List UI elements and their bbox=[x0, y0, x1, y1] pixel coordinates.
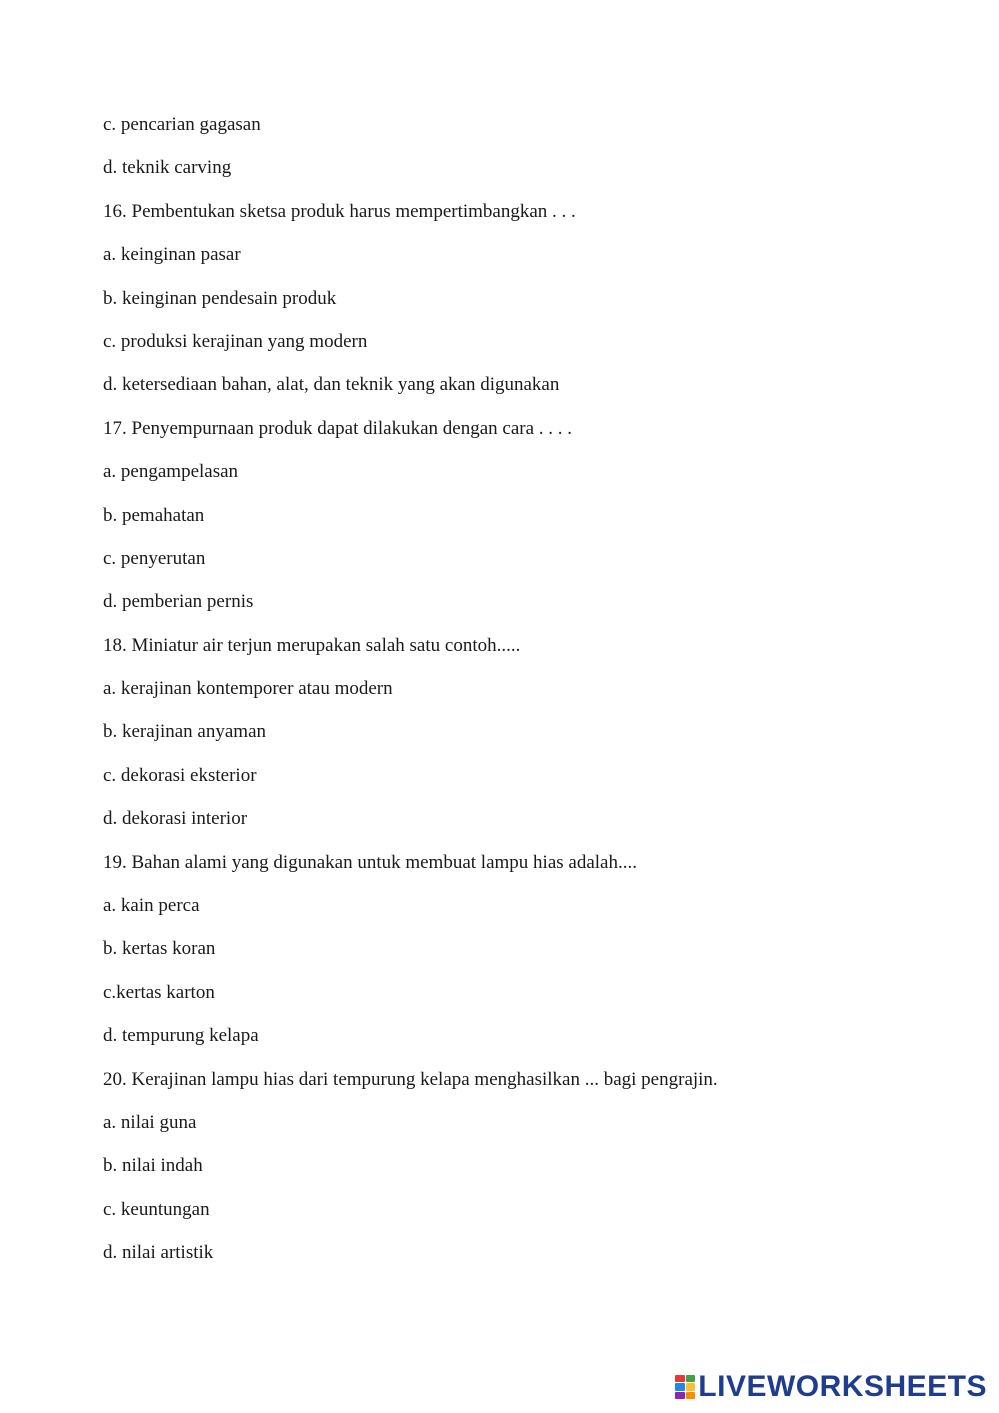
option-d-q15: d. teknik carving bbox=[103, 157, 232, 179]
option-a-q17: a. pengampelasan bbox=[103, 461, 239, 483]
logo-cell bbox=[675, 1383, 685, 1390]
question-19: 19. Bahan alami yang digunakan untuk membuat lampu hias adalah.... bbox=[103, 851, 637, 873]
brand-text: LIVEWORKSHEETS bbox=[698, 1370, 987, 1403]
option-a-q18: a. kerajinan kontemporer atau modern bbox=[103, 678, 393, 700]
option-c-q20: c. keuntungan bbox=[103, 1198, 210, 1220]
option-d-q18: d. dekorasi interior bbox=[103, 808, 248, 830]
question-16: 16. Pembentukan sketsa produk harus mempertimbangkan . . . bbox=[103, 200, 576, 222]
option-d-q20: d. nilai artistik bbox=[103, 1242, 214, 1264]
option-c-q15: c. pencarian gagasan bbox=[103, 114, 261, 135]
option-b-q19: b. kertas koran bbox=[103, 938, 216, 960]
logo-cell bbox=[675, 1375, 685, 1382]
option-d-q17: d. pemberian pernis bbox=[103, 591, 254, 613]
option-b-q18: b. kerajinan anyaman bbox=[103, 721, 267, 743]
option-d-q16: d. ketersediaan bahan, alat, dan teknik yang akan digunakan bbox=[103, 374, 560, 396]
option-b-q16: b. keinginan pendesain produk bbox=[103, 287, 337, 309]
option-c-q17: c. penyerutan bbox=[103, 547, 206, 569]
option-a-q16: a. keinginan pasar bbox=[103, 244, 241, 266]
option-a-q19: a. kain perca bbox=[103, 895, 200, 917]
logo-cell bbox=[675, 1392, 685, 1399]
logo-cell bbox=[686, 1383, 696, 1390]
question-17: 17. Penyempurnaan produk dapat dilakukan dengan cara . . . . bbox=[103, 417, 573, 439]
question-20: 20. Kerajinan lampu hias dari tempurung kelapa menghasilkan ... bagi pengrajin. bbox=[103, 1068, 718, 1090]
option-c-q19: c.kertas karton bbox=[103, 981, 215, 1003]
logo-cell bbox=[686, 1392, 696, 1399]
liveworksheets-logo-icon bbox=[675, 1375, 695, 1399]
question-18: 18. Miniatur air terjun merupakan salah satu contoh..... bbox=[103, 634, 521, 656]
option-c-q18: c. dekorasi eksterior bbox=[103, 764, 257, 786]
option-d-q19: d. tempurung kelapa bbox=[103, 1025, 259, 1047]
option-a-q20: a. nilai guna bbox=[103, 1111, 197, 1133]
logo-cell bbox=[686, 1375, 696, 1382]
option-b-q20: b. nilai indah bbox=[103, 1155, 203, 1177]
liveworksheets-brand bbox=[675, 1369, 987, 1405]
option-c-q16: c. produksi kerajinan yang modern bbox=[103, 330, 368, 352]
worksheet-content bbox=[103, 113, 963, 1285]
option-b-q17: b. pemahatan bbox=[103, 504, 205, 526]
